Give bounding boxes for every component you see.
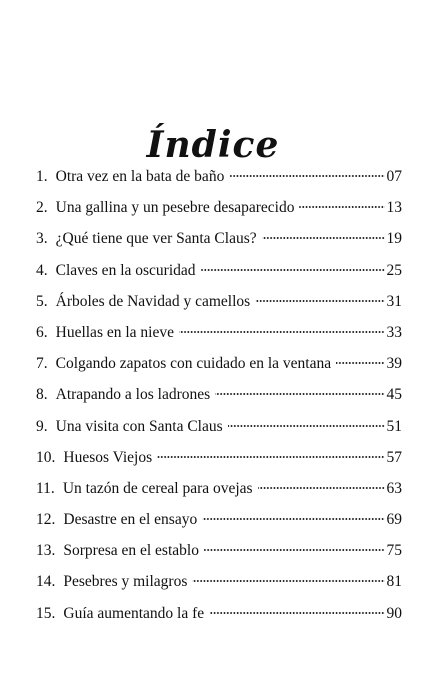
toc-dot-leader xyxy=(202,517,384,521)
toc-entry xyxy=(36,262,402,293)
toc-entry xyxy=(36,230,402,261)
toc-entry xyxy=(36,293,402,324)
toc-entry-page: 69 xyxy=(386,511,402,529)
toc-entry-page: 63 xyxy=(386,479,402,497)
toc-entry-page: 57 xyxy=(386,448,402,466)
toc-entry-title: Una visita con Santa Claus xyxy=(55,417,223,435)
toc-entry-title: Otra vez en la bata de baño xyxy=(55,168,225,185)
toc-dot-leader xyxy=(209,611,384,615)
toc-entry xyxy=(36,511,402,542)
toc-entry-title: Guía aumentando la fe xyxy=(63,604,205,622)
toc-dot-leader xyxy=(192,579,384,583)
toc-dot-leader xyxy=(201,268,385,272)
toc-entry-page: 07 xyxy=(386,168,402,185)
toc-entry-page: 25 xyxy=(386,261,402,279)
toc-entry-page: 45 xyxy=(386,386,402,404)
toc-entry-page: 81 xyxy=(386,573,402,591)
toc-dot-leader xyxy=(228,424,385,428)
toc-entry-title: Colgando zapatos con cuidado en la ventana xyxy=(55,355,332,373)
toc-dot-leader xyxy=(262,236,385,240)
toc-entry-number: 4. xyxy=(36,261,48,279)
toc-entry-page: 51 xyxy=(386,417,402,435)
toc-dot-leader xyxy=(229,174,384,178)
toc-entry-number: 10. xyxy=(36,448,56,466)
toc-entry xyxy=(36,573,402,604)
toc-entry-number: 13. xyxy=(36,542,56,560)
toc-entry-page: 75 xyxy=(386,542,402,560)
toc-entry-title: Claves en la oscuridad xyxy=(55,261,196,279)
toc-dot-leader xyxy=(157,455,384,459)
toc-entry-page: 13 xyxy=(386,199,402,217)
toc-entry-page: 33 xyxy=(386,323,402,341)
toc-entry-title: Sorpresa en el establo xyxy=(63,542,199,560)
toc-entry xyxy=(36,324,402,355)
toc-dot-leader xyxy=(204,548,385,552)
toc-entry-number: 12. xyxy=(36,511,56,529)
toc-entry-title: Árboles de Navidad y camellos xyxy=(55,292,251,310)
toc-entry-number: 11. xyxy=(36,479,55,497)
toc-dot-leader xyxy=(255,299,384,303)
toc-entry-number: 15. xyxy=(36,604,56,622)
toc-entry-title: Desastre en el ensayo xyxy=(63,511,198,529)
toc-entry xyxy=(36,418,402,449)
toc-entry-title: Huellas en la nieve xyxy=(55,323,174,341)
toc-entry-number: 8. xyxy=(36,386,48,404)
toc-entry-title: Huesos Viejos xyxy=(63,448,153,466)
toc-entry-title: Pesebres y milagros xyxy=(63,573,188,591)
toc-entry-number: 14. xyxy=(36,573,56,591)
toc-dot-leader xyxy=(179,330,385,334)
toc-entry xyxy=(36,605,402,636)
table-of-contents xyxy=(36,168,402,636)
toc-dot-leader xyxy=(299,205,384,209)
toc-entry-page: 90 xyxy=(386,604,402,622)
toc-entry-number: 9. xyxy=(36,417,48,435)
toc-entry-number: 7. xyxy=(36,355,48,373)
toc-entry-number: 3. xyxy=(36,230,48,248)
toc-entry xyxy=(36,542,402,573)
toc-entry-page: 31 xyxy=(386,292,402,310)
toc-dot-leader xyxy=(215,392,384,396)
toc-entry-title: ¿Qué tiene que ver Santa Claus? xyxy=(55,230,257,248)
toc-entry xyxy=(36,355,402,386)
toc-entry-number: 6. xyxy=(36,323,48,341)
toc-entry xyxy=(36,199,402,230)
toc-entry-page: 39 xyxy=(386,355,402,373)
toc-entry xyxy=(36,386,402,417)
toc-entry-title: Una gallina y un pesebre desaparecido xyxy=(55,199,295,217)
toc-entry-page: 19 xyxy=(386,230,402,248)
page-title: Índice xyxy=(146,124,280,167)
toc-entry xyxy=(36,480,402,511)
toc-entry-number: 2. xyxy=(36,199,48,217)
toc-dot-leader xyxy=(258,486,385,490)
toc-entry-number: 1. xyxy=(36,168,48,185)
toc-entry-number: 5. xyxy=(36,292,48,310)
toc-entry-title: Un tazón de cereal para ovejas xyxy=(62,479,253,497)
toc-entry xyxy=(36,449,402,480)
toc-entry-title: Atrapando a los ladrones xyxy=(55,386,211,404)
toc-dot-leader xyxy=(336,361,384,365)
toc-entry xyxy=(36,168,402,199)
